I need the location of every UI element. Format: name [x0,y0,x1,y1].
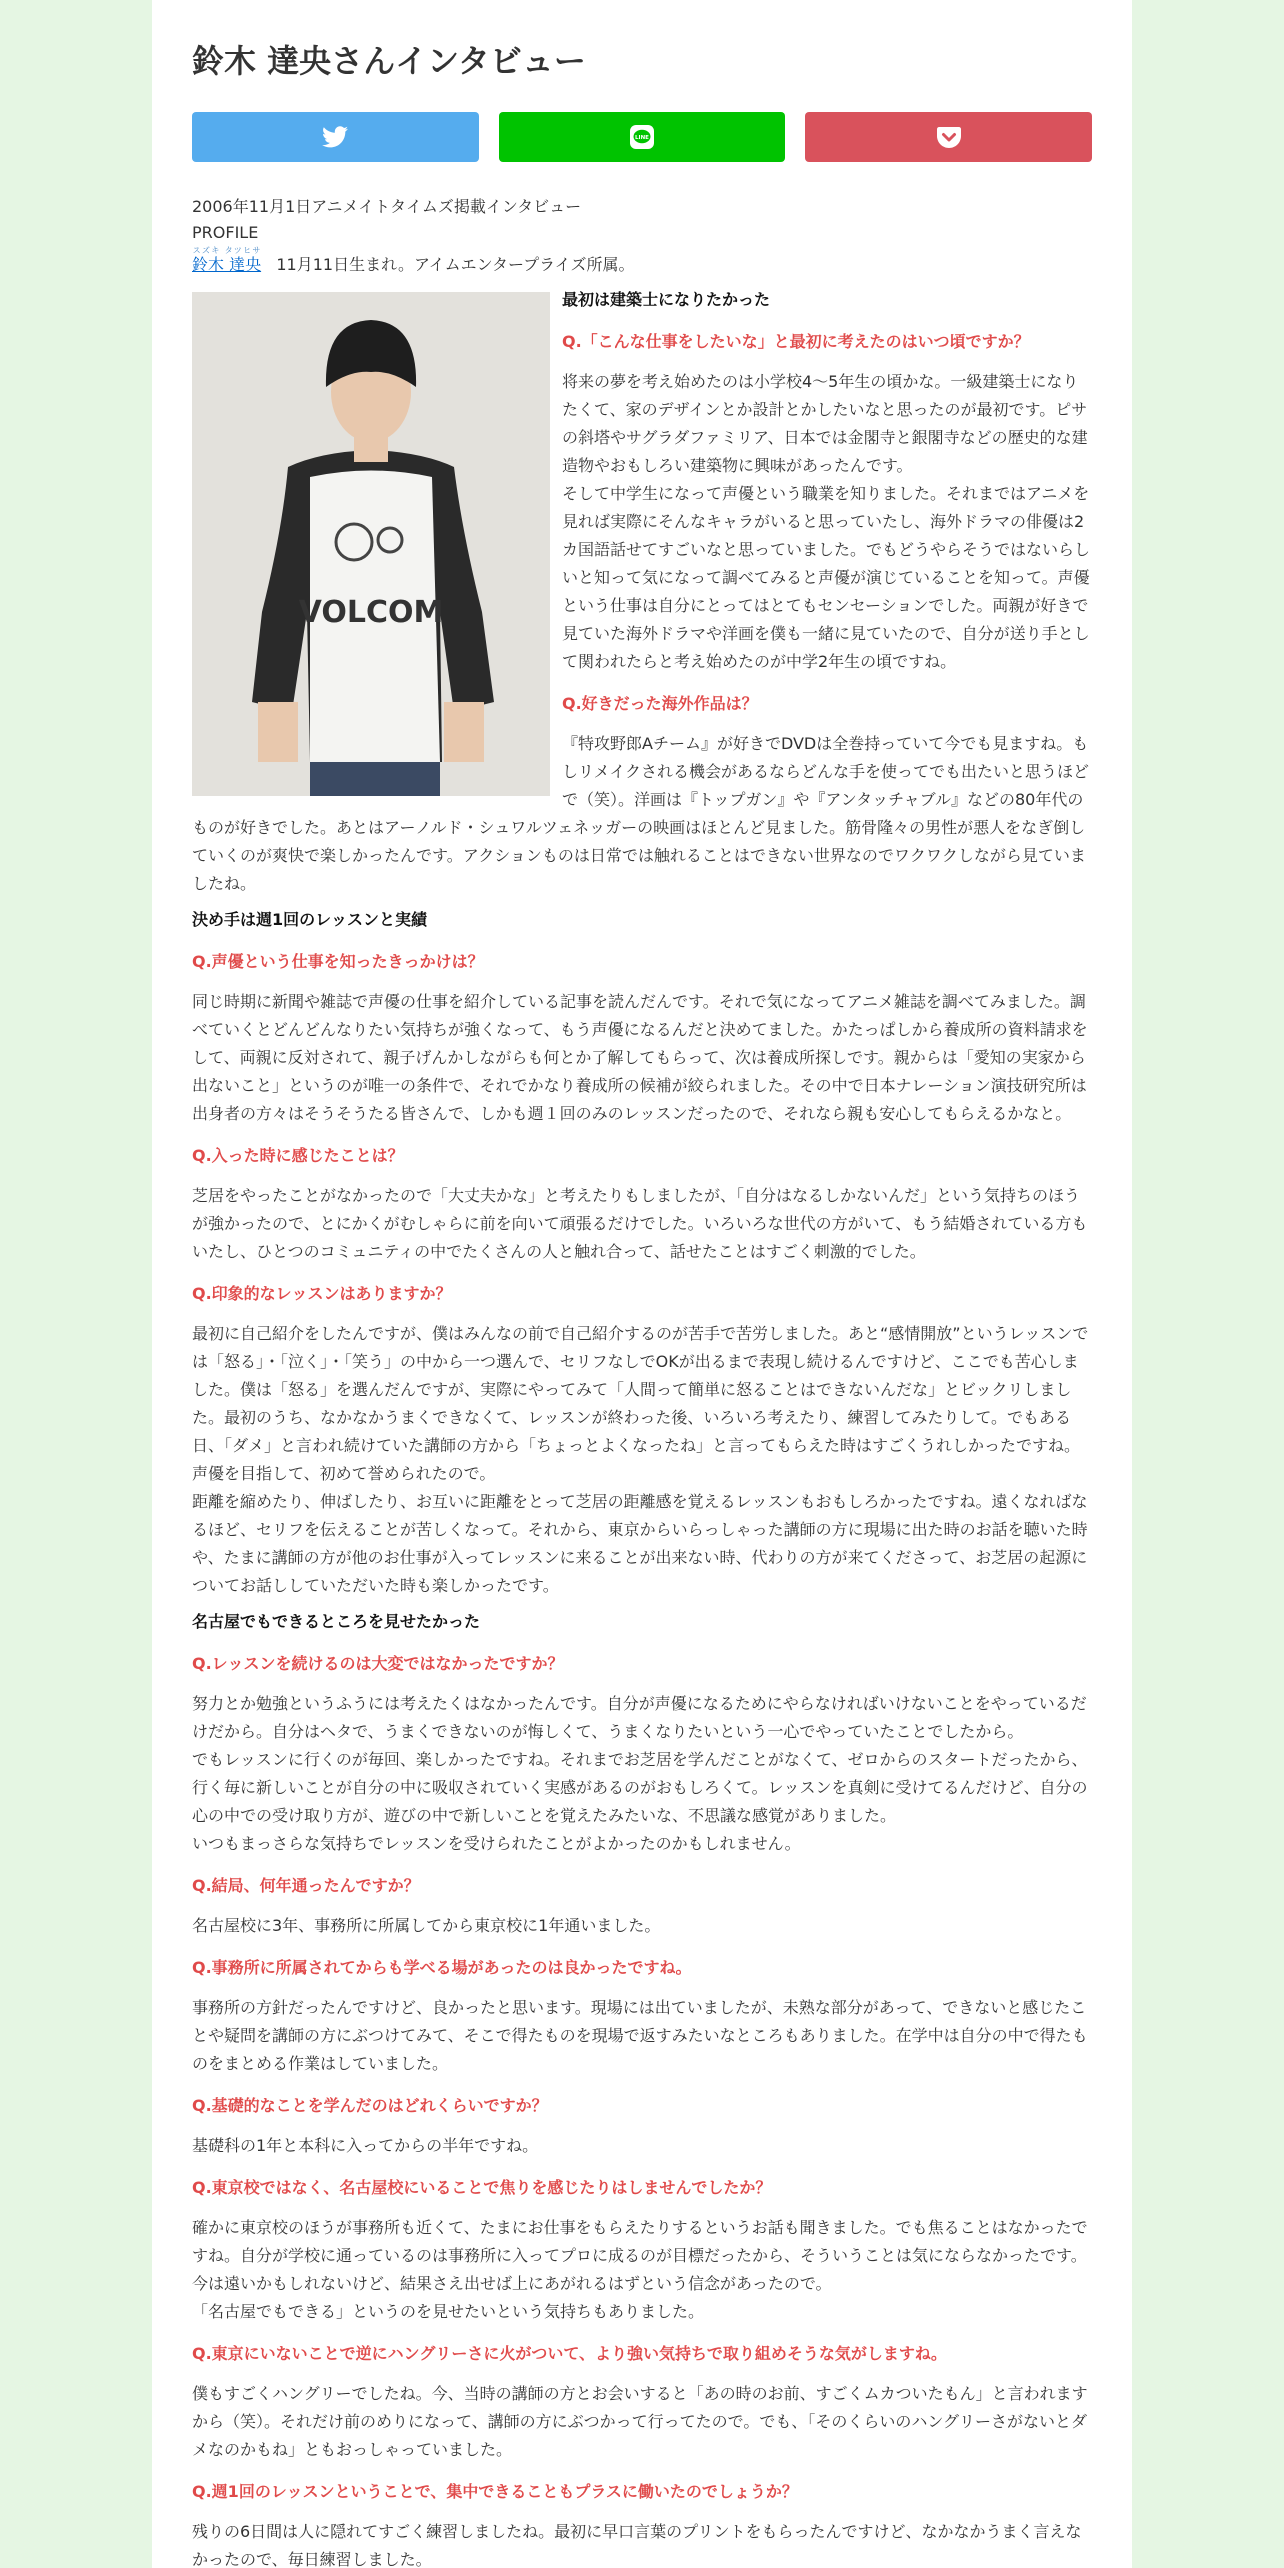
interview-question: Q.印象的なレッスンはありますか？ [192,1284,452,1303]
interview-answer: 最初に自己紹介をしたんですが、僕はみんなの前で自己紹介するのが苦手で苦労しました。あと“感情開放”というレッスンでは「怒る」・「泣く」・「笑う」の中から一つ選んで、セリフなしでOKが出るまで表現し続けるんですけど、ここでも苦心しました。僕は「怒る」を選んだんですが、実際にやってみて「人間って簡単に怒ることはできないんだな」とビックリしました。最初のうち、なかなかうまくできなくて、レッスンが終わった後、いろいろ考えたり、練習してみたりして。でもある日、「ダメ」と言われ続けていた講師の方から「ちょっとよくなったね」と言ってもらえた時はすごくうれしかったですね。声優を目指して、初めて誉められたので。 [192,1324,1089,1483]
article-meta [192,194,1092,278]
profile-label: PROFILE [192,223,259,242]
profile-line [192,246,1092,278]
profile-name-ruby: スズキ タツヒサ [192,246,262,255]
share-buttons [192,112,1092,162]
source-line: 2006年11月1日アニメイトタイムズ掲載インタビュー [192,197,582,216]
interview-answer: 残りの6日間は人に隠れてすごく練習しましたね。最初に早口言葉のプリントをもらったんですけど、なかなかうまく言えなかったので、毎日練習しました。 [192,2522,1082,2568]
svg-text:VOLCOM: VOLCOM [298,595,444,630]
line-icon [629,124,655,150]
interview-answer: 基礎科の1年と本科に入ってからの半年ですね。 [192,2136,539,2155]
interview-answer: 距離を縮めたり、伸ばしたり、お互いに距離をとって芝居の距離感を覚えるレッスンもおもしろかったですね。遠くなればなるほど、セリフを伝えることが苦しくなって。それから、東京からいらっしゃった講師の方に現場に出た時のお話を聴いた時や、たまに講師の方が他のお仕事が入ってレッスンに来ることが出来ない時、代わりの方が来てくださって、お芝居の起源についてお話ししていただいた時も楽しかったです。 [192,1492,1088,1595]
pocket-share-button[interactable] [805,112,1092,162]
interview-question: Q.入った時に感じたことは？ [192,1146,404,1165]
interview-question: Q.事務所に所属されてからも学べる場があったのは良かったですね。 [192,1958,692,1977]
interview-answer: 努力とか勉強というふうには考えたくはなかったんです。自分が声優になるためにやらなければいけないことをやっているだけだから。自分はヘタで、うまくできないのが悔しくて、うまくなりたいという一心でやっていたことでしたから。 [192,1694,1087,1741]
interview-answer: そして中学生になって声優という職業を知りました。それまではアニメを見れば実際にそんなキャラがいると思っていたし、海外ドラマの俳優は2カ国語話せてすごいなと思っていました。でもどうやらそうではないらしいと知って気になって調べてみると声優が演じていることを知って。声優という仕事は自分にとってはとてもセンセーションでした。両親が好きで見ていた海外ドラマや洋画を僕も一緒に見ていたので、自分が送り手として関われたらと考え始めたのが中学2年生の頃ですね。 [562,484,1091,671]
interview-answer: 「名古屋でもできる」というのを見せたいという気持ちもありました。 [192,2302,705,2321]
interview-answer: いつもまっさらな気持ちでレッスンを受けられたことがよかったのかもしれません。 [192,1834,801,1853]
interview-question: Q.レッスンを続けるのは大変ではなかったですか？ [192,1654,564,1673]
interview-question: Q.基礎的なことを学んだのはどれくらいですか？ [192,2096,548,2115]
interview-question: Q.好きだった海外作品は？ [562,694,758,713]
interview-answer: 芝居をやったことがなかったので「大丈夫かな」と考えたりもしましたが、「自分はなるしかないんだ」という気持ちのほうが強かったので、とにかくがむしゃらに前を向いて頑張るだけでした。いろいろな世代の方がいて、もう結婚されている方もいたし、ひとつのコミュニティの中でたくさんの人と触れ合って、話せたことはすごく刺激的でした。 [192,1186,1088,1261]
profile-name: 鈴木 達央 [192,255,262,274]
interview-body [192,286,1092,2568]
interview-answer: 同じ時期に新聞や雑誌で声優の仕事を紹介している記事を読んだんです。それで気になってアニメ雑誌を調べてみました。調べていくとどんどんなりたい気持ちが強くなって、もう声優になるんだと決めてました。かたっぱしから養成所の資料請求をして、両親に反対されて、親子げんかしながらも何とか了解してもらって、次は養成所探しです。親からは「愛知の実家から出ないこと」というのが唯一の条件で、それでかなり養成所の候補が絞られました。その中で日本ナレーション演技研究所は出身者の方々はそうそうたる皆さんで、しかも週１回のみのレッスンだったので、それなら親も安心してもらえるかなと。 [192,992,1088,1123]
interview-answer: 将来の夢を考え始めたのは小学校4～5年生の頃かな。一級建築士になりたくて、家のデザインとか設計とかしたいなと思ったのが最初です。ピサの斜塔やサグラダファミリア、日本では金閣寺と銀閣寺などの歴史的な建造物やおもしろい建築物に興味があったんです。 [562,372,1088,475]
interview-question: Q.声優という仕事を知ったきっかけは？ [192,952,484,971]
profile-name-link[interactable] [192,246,262,274]
interview-answer: 『特攻野郎Aチーム』が好きでDVDは全巻持っていて今でも見ますね。もしリメイクされる機会があるならどんな手を使ってでも出たいと思うほどで（笑）。洋画は『トップガン』や『アンタッチャブル』などの80年代のものが好きでした。あとはアーノルド・シュワルツェネッガーの映画はほとんど見ました。筋骨隆々の男性が悪人をなぎ倒していくのが爽快で楽しかったんです。アクションものは日常では触れることはできない世界なのでワクワクしながら見ていましたね。 [192,734,1090,893]
svg-text:LINE: LINE [635,135,649,141]
interview-question: Q.週1回のレッスンということで、集中できることもプラスに働いたのでしょうか？ [192,2482,798,2501]
pocket-icon [937,126,961,148]
interview-answer: 僕もすごくハングリーでしたね。今、当時の講師の方とお会いすると「あの時のお前、すごくムカついたもん」と言われますから（笑）。それだけ前のめりになって、講師の方にぶつかって行ってたので。でも、「そのくらいのハングリーさがないとダメなのかもね」ともおっしゃっていました。 [192,2384,1088,2459]
interview-question: Q.東京にいないことで逆にハングリーさに火がついて、より強い気持ちで取り組めそうな気がしますね。 [192,2344,947,2363]
interview-question: Q.東京校ではなく、名古屋校にいることで焦りを感じたりはしませんでしたか？ [192,2178,772,2197]
portrait-illustration [192,292,550,796]
twitter-icon [322,126,348,148]
interview-answer: 名古屋校に3年、事務所に所属してから東京校に1年通いました。 [192,1916,661,1935]
line-share-button[interactable] [499,112,786,162]
section-heading: 決め手は週1回のレッスンと実績 [192,910,427,929]
interview-question: Q.結局、何年通ったんですか？ [192,1876,420,1895]
section-heading: 最初は建築士になりたかった [562,290,771,309]
profile-text: 11月11日生まれ。アイムエンタープライズ所属。 [276,255,635,274]
page-title: 鈴木 達央さんインタビュー [192,42,586,80]
portrait-photo [192,292,550,796]
interview-answer: でもレッスンに行くのが毎回、楽しかったですね。それまでお芝居を学んだことがなくて、ゼロからのスタートだったから、行く毎に新しいことが自分の中に吸収されていく実感があるのがおもしろくて。レッスンを真剣に受けてるんだけど、自分の心の中での受け取り方が、遊びの中で新しいことを覚えたみたいな、不思議な感覚がありました。 [192,1750,1088,1825]
section-heading: 名古屋でもできるところを見せたかった [192,1612,481,1631]
interview-answer: 事務所の方針だったんですけど、良かったと思います。現場には出ていましたが、未熟な部分があって、できないと感じたことや疑問を講師の方にぶつけてみて、そこで得たものを現場で返すみたいなところもありました。在学中は自分の中で得たものをまとめる作業はしていました。 [192,1998,1088,2073]
interview-question: Q.「こんな仕事をしたいな」と最初に考えたのはいつ頃ですか？ [562,332,1030,351]
article-page [152,0,1132,2568]
twitter-share-button[interactable] [192,112,479,162]
interview-answer: 確かに東京校のほうが事務所も近くて、たまにお仕事をもらえたりするというお話も聞きました。でも焦ることはなかったですね。自分が学校に通っているのは事務所に入ってプロに成るのが目標だったから、そういうことは気にならなかったです。今は遠いかもしれないけど、結果さえ出せば上にあがれるはずという信念があったので。 [192,2218,1088,2293]
